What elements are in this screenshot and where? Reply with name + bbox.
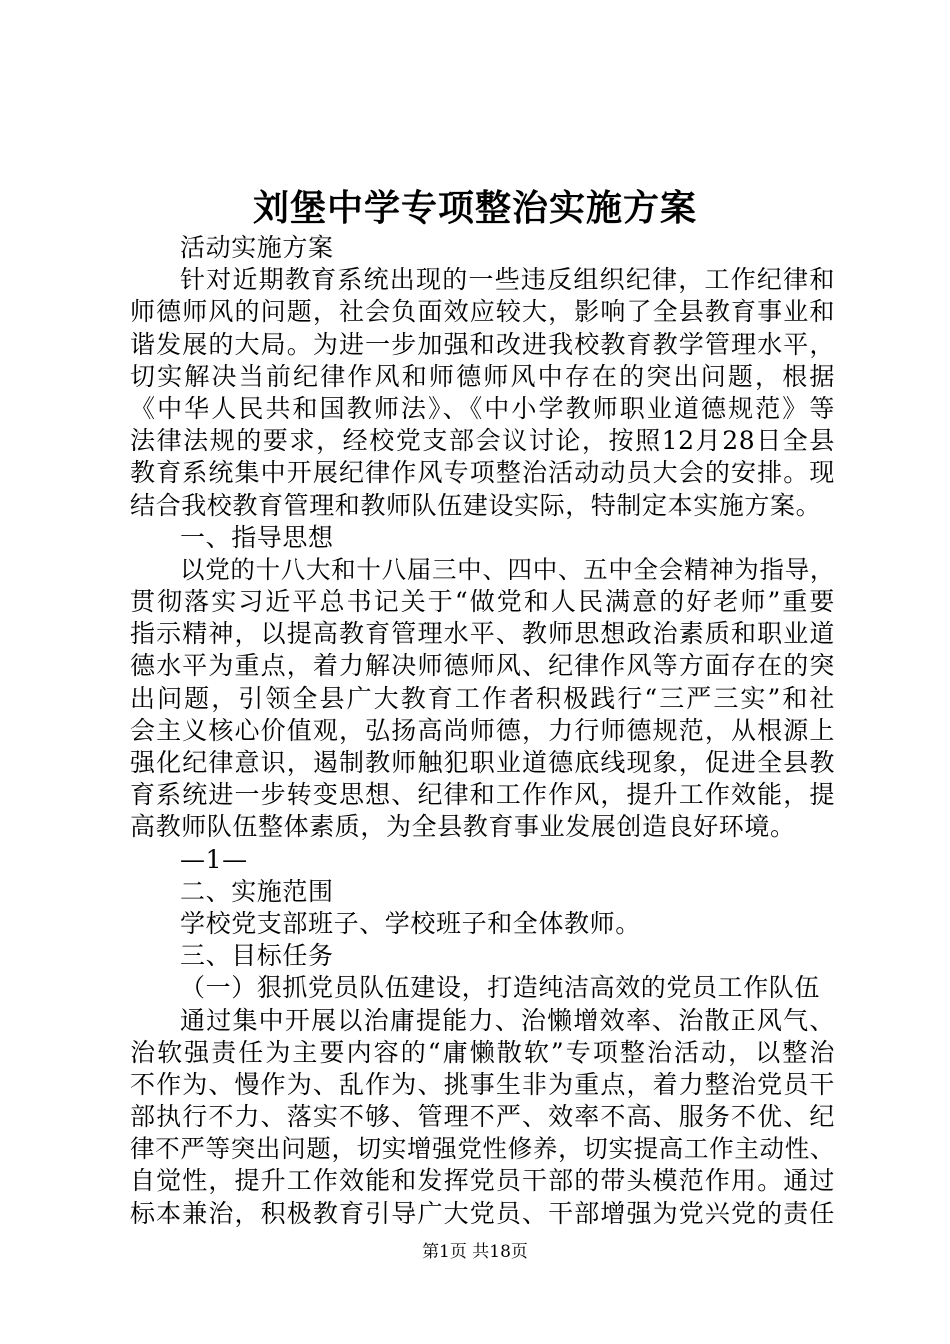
paragraph-line: 律不严等突出问题，切实增强党性修养，切实提高工作主动性、 (130, 1134, 835, 1164)
paragraph-line: 高教师队伍整体素质，为全县教育事业发展创造良好环境。 (130, 812, 796, 842)
document-body (130, 232, 835, 1230)
paragraph-line: 针对近期教育系统出现的一些违反组织纪律，工作纪律和 (180, 265, 835, 295)
paragraph-line: 《中华人民共和国教师法》、《中小学教师职业道德规范》等 (130, 393, 835, 423)
paragraph-line: 会主义核心价值观，弘扬高尚师德，力行师德规范，从根源上 (130, 715, 835, 745)
paragraph-line: —1— (180, 844, 248, 874)
paragraph-line: 一、指导思想 (180, 522, 334, 552)
paragraph-line: 教育系统集中开展纪律作风专项整治活动动员大会的安排。现 (130, 458, 835, 488)
paragraph-line: 标本兼治，积极教育引导广大党员、干部增强为党兴党的责任 (130, 1198, 835, 1228)
paragraph-line: 贯彻落实习近平总书记关于“做党和人民满意的好老师”重要 (130, 587, 835, 617)
paragraph-line: 指示精神，以提高教育管理水平、教师思想政治素质和职业道 (130, 619, 835, 649)
paragraph-line: 三、目标任务 (180, 941, 334, 971)
document-title: 刘堡中学专项整治实施方案 (252, 187, 697, 229)
paragraph-line: （一）狠抓党员队伍建设，打造纯洁高效的党员工作队伍 (180, 973, 821, 1003)
paragraph-line: 谐发展的大局。为进一步加强和改进我校教育教学管理水平， (130, 329, 835, 359)
paragraph-line: 出问题，引领全县广大教育工作者积极践行“三严三实”和社 (130, 683, 835, 713)
paragraph-line: 治软强责任为主要内容的“庸懒散软”专项整治活动，以整治 (130, 1037, 835, 1067)
paragraph-line: 育系统进一步转变思想、纪律和工作作风，提升工作效能，提 (130, 780, 835, 810)
paragraph-line: 通过集中开展以治庸提能力、治懒增效率、治散正风气、 (180, 1005, 835, 1035)
paragraph-line: 师德师风的问题，社会负面效应较大，影响了全县教育事业和 (130, 297, 835, 327)
paragraph-line: 以党的十八大和十八届三中、四中、五中全会精神为指导， (180, 554, 835, 584)
paragraph-line: 部执行不力、落实不够、管理不严、效率不高、服务不优、纪 (130, 1102, 835, 1132)
paragraph-line: 活动实施方案 (180, 233, 334, 262)
paragraph-line: 切实解决当前纪律作风和师德师风中存在的突出问题，根据 (130, 361, 835, 391)
paragraph-line: 二、实施范围 (180, 876, 334, 906)
paragraph-line: 结合我校教育管理和教师队伍建设实际，特制定本实施方案。 (130, 490, 822, 520)
page-footer: 第1页 共18页 (422, 1242, 528, 1262)
paragraph-line: 不作为、慢作为、乱作为、挑事生非为重点，着力整治党员干 (130, 1069, 835, 1099)
paragraph-line: 法律法规的要求，经校党支部会议讨论，按照12月28日全县 (130, 426, 835, 456)
paragraph-line: 强化纪律意识，遏制教师触犯职业道德底线现象，促进全县教 (130, 748, 835, 777)
paragraph-line: 学校党支部班子、学校班子和全体教师。 (180, 908, 641, 938)
paragraph-line: 德水平为重点，着力解决师德师风、纪律作风等方面存在的突 (130, 651, 835, 681)
paragraph-line: 自觉性，提升工作效能和发挥党员干部的带头模范作用。通过 (130, 1166, 835, 1196)
